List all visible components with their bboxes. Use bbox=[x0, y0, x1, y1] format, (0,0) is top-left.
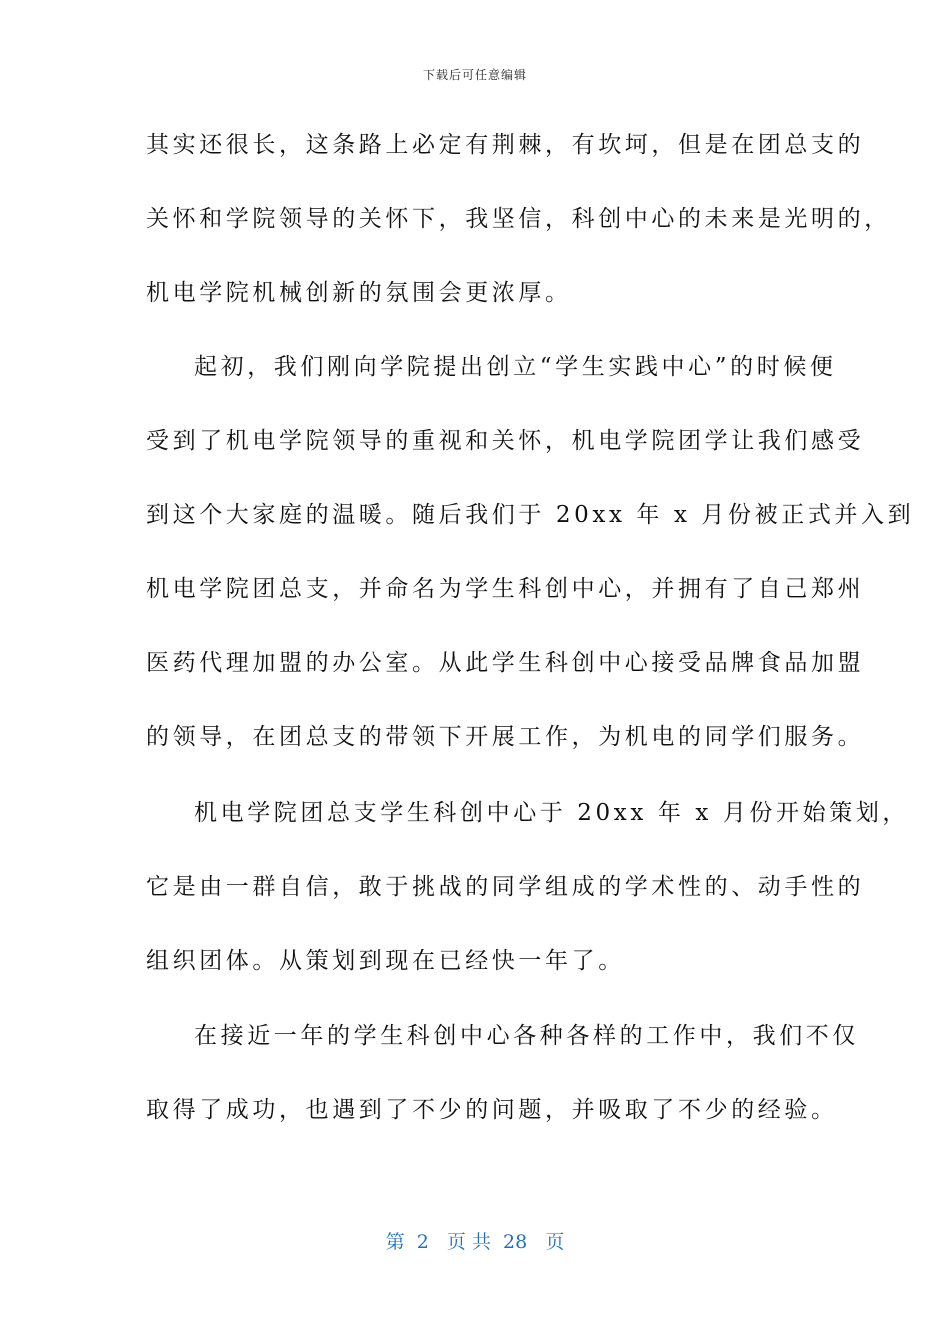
body-line-1: 其实还很长，这条路上必定有荆棘，有坎坷，但是在团总支的 bbox=[146, 132, 865, 158]
body-line-6: 到这个大家庭的温暖。随后我们于 20xx 年 x 月份被正式并入到 bbox=[146, 502, 915, 528]
body-line-4: 起初，我们刚向学院提出创立“学生实践中心”的时候便 bbox=[194, 354, 837, 380]
body-line-5: 受到了机电学院领导的重视和关怀，机电学院团学让我们感受 bbox=[146, 428, 865, 454]
body-line-10: 机电学院团总支学生科创中心于 20xx 年 x 月份开始策划， bbox=[194, 800, 910, 826]
body-line-2: 关怀和学院领导的关怀下，我坚信，科创中心的未来是光明的， bbox=[146, 206, 891, 232]
body-line-3: 机电学院机械创新的氛围会更浓厚。 bbox=[146, 280, 572, 306]
body-line-12: 组织团体。从策划到现在已经快一年了。 bbox=[146, 948, 625, 974]
page-footer: 第 2 页 共 28 页 bbox=[385, 1231, 565, 1253]
body-line-9: 的领导，在团总支的带领下开展工作，为机电的同学们服务。 bbox=[146, 724, 865, 750]
body-line-7: 机电学院团总支，并命名为学生科创中心，并拥有了自己郑州 bbox=[146, 576, 865, 602]
page-header: 下载后可任意编辑 bbox=[422, 68, 527, 82]
body-line-13: 在接近一年的学生科创中心各种各样的工作中，我们不仅 bbox=[194, 1023, 859, 1049]
body-line-8: 医药代理加盟的办公室。从此学生科创中心接受品牌食品加盟 bbox=[146, 650, 865, 676]
body-line-14: 取得了成功，也遇到了不少的问题，并吸取了不少的经验。 bbox=[146, 1097, 838, 1123]
body-line-11: 它是由一群自信，敢于挑战的同学组成的学术性的、动手性的 bbox=[146, 874, 865, 900]
